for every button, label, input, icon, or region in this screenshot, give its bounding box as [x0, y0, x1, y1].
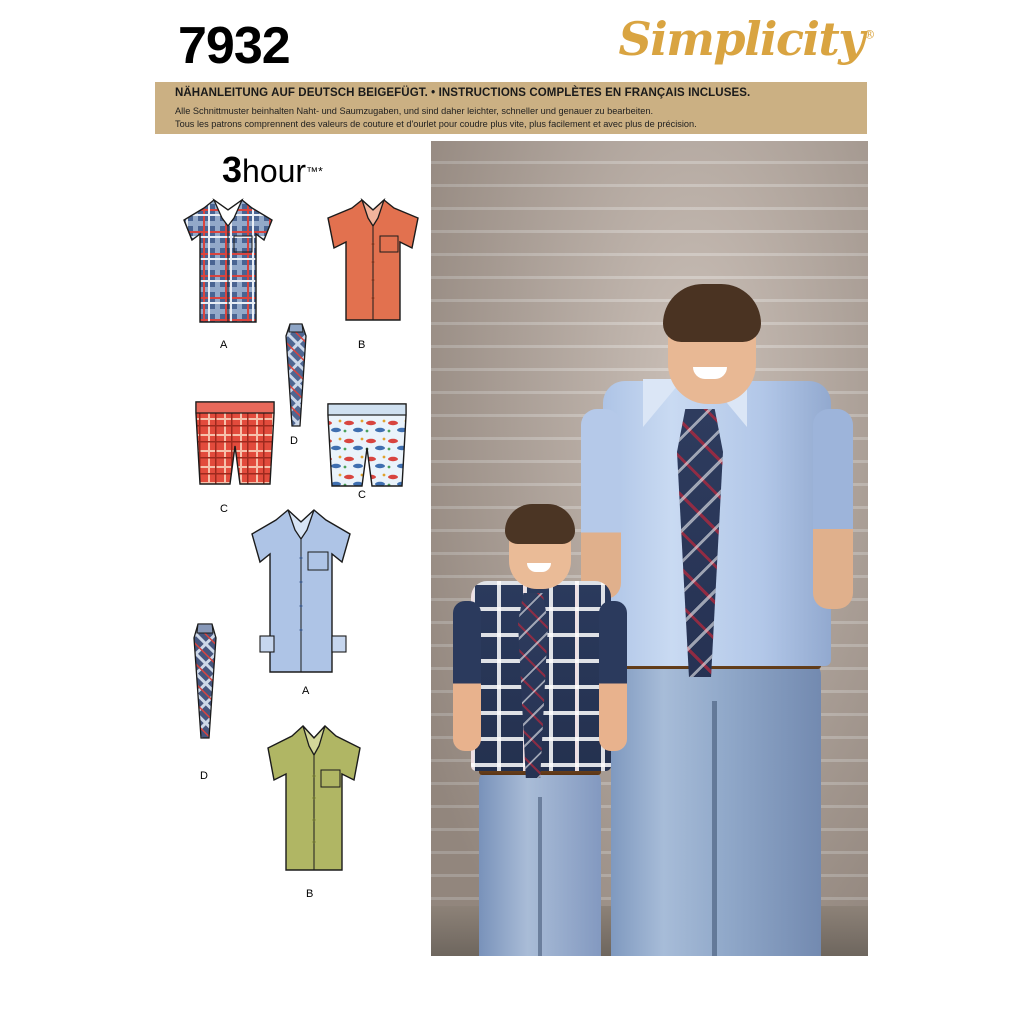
boy-right-arm: [599, 601, 627, 751]
view-label-a-blue: A: [302, 685, 310, 697]
three-hour-number: 3: [222, 149, 243, 190]
view-a-plaid-shirt-illustration: [168, 196, 288, 336]
view-label-b-coral: B: [358, 339, 366, 351]
cover-photo: [431, 141, 868, 956]
man-hair: [663, 284, 761, 342]
brand-logo-text: Simplicity: [618, 12, 864, 66]
page-title: 7932: [178, 17, 290, 75]
language-band: [155, 82, 867, 134]
view-label-a-plaid: A: [220, 339, 228, 351]
view-b-olive-shirt-illustration: [256, 722, 371, 882]
man-left-arm: [581, 409, 621, 599]
three-hour-trademark: ™*: [306, 164, 323, 179]
view-a-blue-shirt-illustration: [236, 506, 366, 686]
boy-hair: [505, 504, 575, 544]
registered-trademark-symbol: ®: [863, 27, 874, 42]
view-d-tie-top-illustration: [278, 322, 314, 430]
three-hour-word: hour: [242, 153, 307, 189]
man-jeans: [611, 661, 821, 956]
view-label-c-red: C: [220, 503, 228, 515]
man-right-arm: [813, 409, 853, 609]
view-b-coral-shirt-illustration: [318, 196, 428, 331]
language-band-headline: NÄHANLEITUNG AUF DEUTSCH BEIGEFÜGT. • INSTRUCTIONS COMPLÈTES EN FRANÇAIS INCLUSES.: [175, 87, 751, 99]
language-band-french-text: Tous les patrons comprennent des valeurs de couture et d'ourlet pour coudre plus vite, plus facilement et avec plus de précision.: [175, 119, 697, 129]
boy-jeans: [479, 771, 601, 956]
view-label-c-print: C: [358, 489, 366, 501]
boy-left-arm: [453, 601, 481, 751]
brand-logo: [618, 12, 874, 66]
view-c-red-shorts-illustration: [188, 398, 283, 493]
view-label-d-bottom: D: [200, 770, 208, 782]
view-label-b-olive: B: [306, 888, 314, 900]
view-c-print-shorts-illustration: [320, 400, 415, 495]
view-d-tie-bottom-illustration: [186, 622, 224, 742]
three-hour-badge: [222, 149, 323, 190]
language-band-german-text: Alle Schnittmuster beinhalten Naht- und Saumzugaben, und sind daher leichter, schneller und genauer zu bearbeiten.: [175, 106, 654, 116]
view-label-d-top: D: [290, 435, 298, 447]
